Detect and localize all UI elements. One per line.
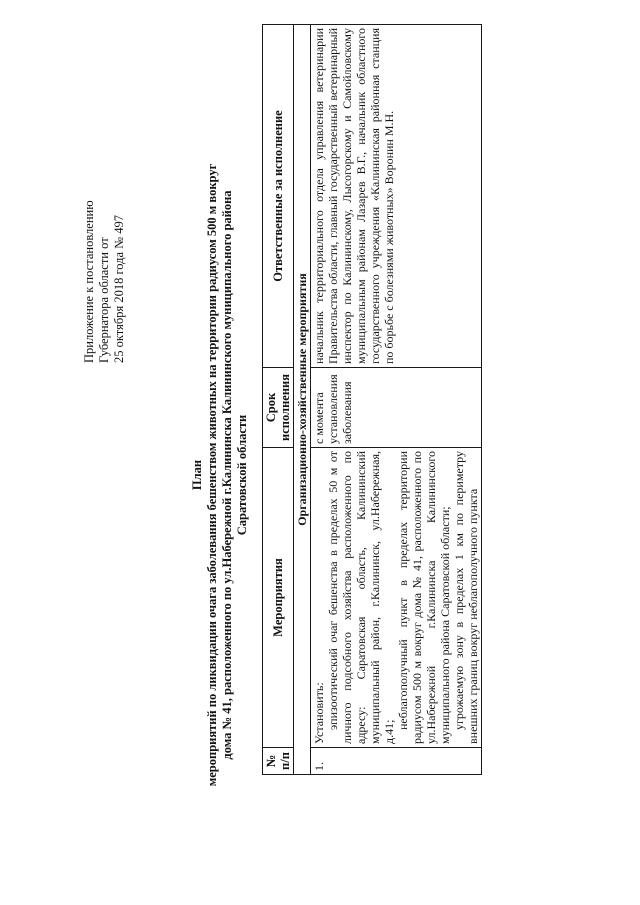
- row-activities: [311, 448, 482, 748]
- title-line: дома № 41, расположенного по ул.Набережной г.Калининска Калининского муниципального района: [220, 190, 234, 760]
- header-activities: Мероприятия: [263, 448, 294, 748]
- annex-line: Приложение к постановлению: [82, 200, 96, 363]
- row-number: 1.: [311, 748, 482, 775]
- table-header-row: [263, 25, 294, 775]
- section-row: [294, 25, 311, 775]
- row-term: с момента установления заболевания: [311, 368, 482, 448]
- activity-item: неблагополучный пункт в пределах территории радиусом 500 м вокруг дома № 41, расположенного по ул.Набережной г.Калининска Калининского муниципального района Саратовской области;: [396, 451, 452, 744]
- activity-item: угрожаемую зону в пределах 1 км по периметру внешних границ вокруг неблагополучного пункта: [452, 451, 480, 744]
- section-title: Организационно-хозяйственные мероприятия: [294, 25, 311, 775]
- header-responsible: Ответственные за исполнение: [263, 25, 294, 368]
- document-title: [190, 155, 250, 795]
- title-line: мероприятий по ликвидации очага заболевания бешенством животных на территории радиусом 500 м вокруг: [205, 163, 219, 787]
- activity-intro: Установить:: [312, 682, 326, 744]
- annex-line: Губернатора области от: [97, 237, 111, 363]
- header-num: № п/п: [263, 748, 294, 775]
- annex-note: [82, 133, 127, 363]
- title-heading: План: [190, 459, 204, 491]
- table-row: [311, 25, 482, 775]
- plan-table: [262, 24, 482, 775]
- row-responsible: [311, 25, 482, 368]
- responsible-text: начальник территориального отдела управления ветеринарии Правительства области, главный государственный ветеринарный инспектор по Калининскому, Лысогорскому и Самойловскому муниципальным районам Лазарев В.Г., начальник областного государственного учреждения «Калининская районная станция по борьбе с болезнями животных» Воронин М.Н.: [312, 28, 396, 364]
- annex-line: 25 октября 2018 года № 497: [112, 215, 126, 363]
- activity-item: эпизоотический очаг бешенства в пределах 50 м от личного подсобного хозяйства расположенного по адресу: Саратовская область, Калининский муниципальный район, г.Калининск, ул.Набережная, д.41;: [326, 451, 396, 744]
- header-term: Срок исполнения: [263, 368, 294, 448]
- title-line: Саратовской области: [235, 414, 249, 536]
